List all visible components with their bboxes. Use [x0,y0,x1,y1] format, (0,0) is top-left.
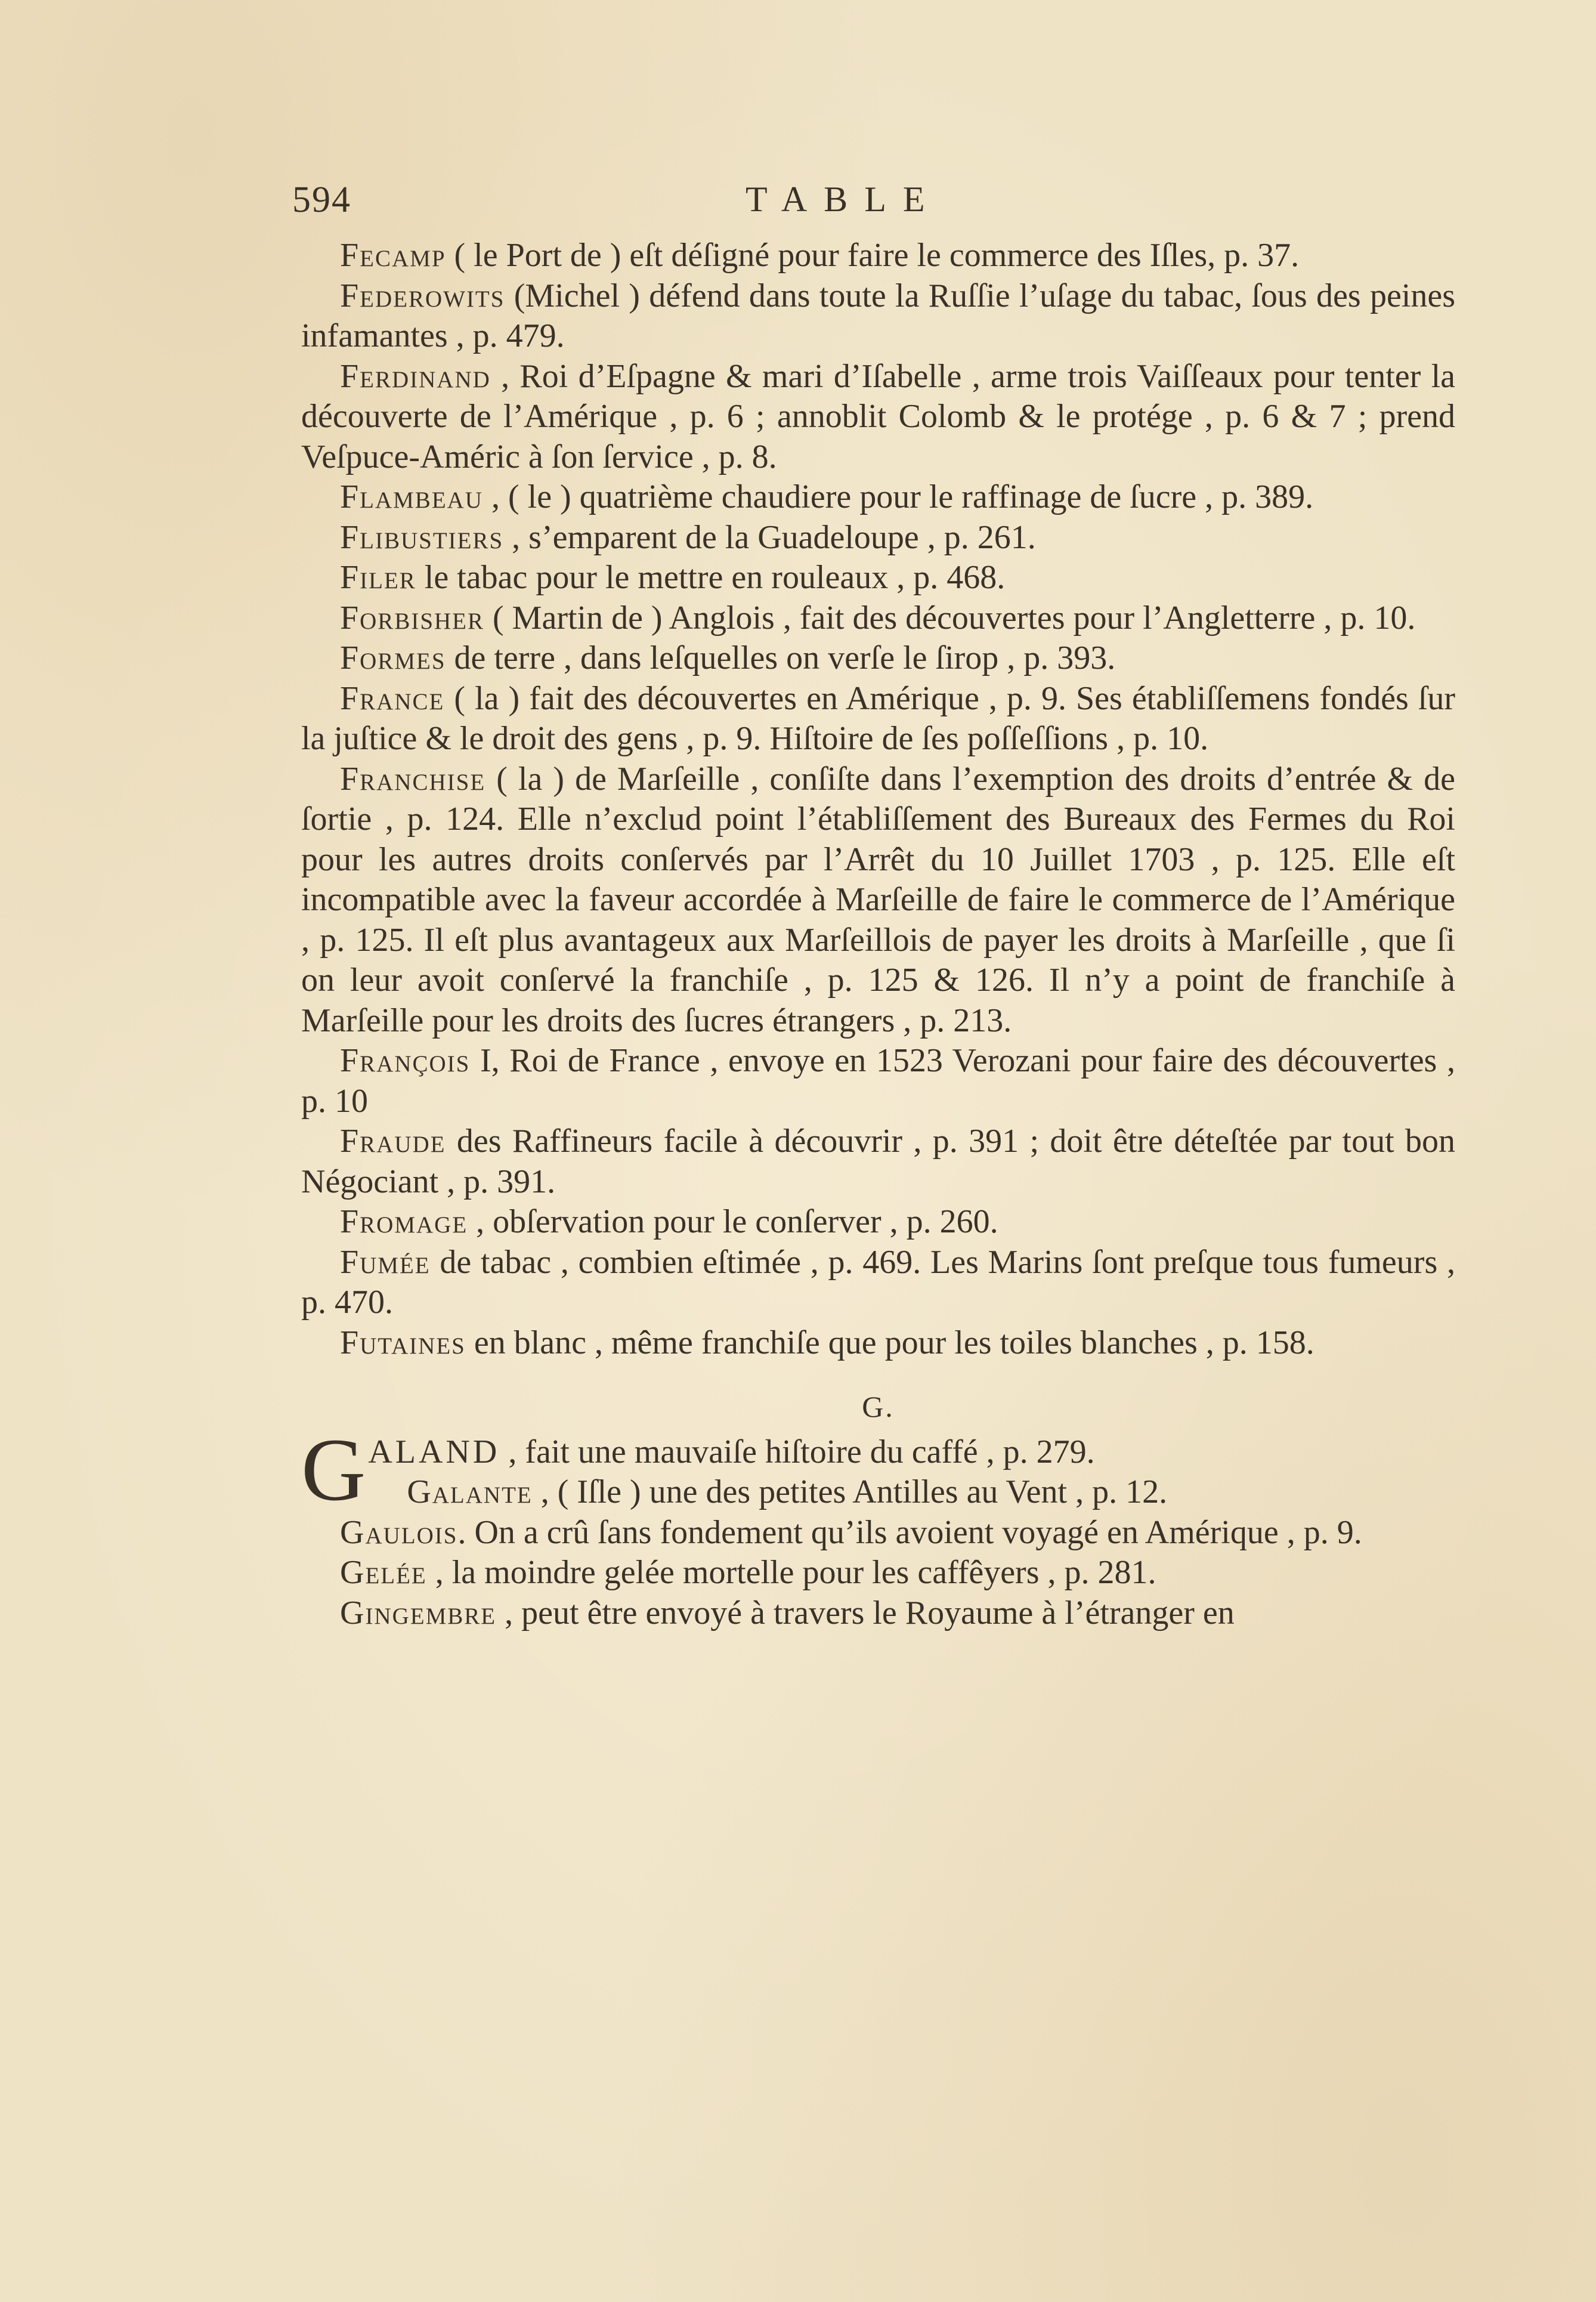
index-entry: Flambeau , ( le ) quatrième chaudiere pour le raffinage de ſucre , p. 389. [340,478,1314,515]
headword: Flibustiers [340,518,504,556]
index-entry: Forbisher ( Martin de ) Anglois , fait des découvertes pour l’Angletterre , p. 10. [340,599,1416,636]
index-entry: Fraude des Raffineurs facile à découvrir , p. 391 ; doit être déteſtée par tout bon Négociant , p. 391. [301,1123,1455,1200]
index-entry: Fromage , obſervation pour le conſerver , p. 260. [340,1203,998,1240]
headword: Federowits [340,277,505,314]
index-entry: Fumée de tabac , combien eſtimée , p. 469. Les Marins ſont preſque tous fumeurs , p. 470. [301,1243,1455,1321]
headword: Fraude [340,1123,446,1160]
index-entry: Gingembre , peut être envoyé à travers le Royaume à l’étranger en [340,1594,1235,1632]
index-entry: Filer le tabac pour le mettre en rouleaux , p. 468. [340,559,1006,596]
section-letter: G. [862,1390,895,1423]
drop-cap: G [301,1420,366,1519]
index-entry: Formes de terre , dans leſquelles on verſe le ſirop , p. 393. [340,639,1116,676]
headword: France [340,679,445,717]
index-entry: Gaulois. On a crû ſans fondement qu’ils avoient voyagé en Amérique , p. 9. [340,1513,1362,1551]
index-entry: Futaines en blanc , même franchiſe que pour les toiles blanches , p. 158. [340,1324,1314,1361]
headword: Franchise [340,760,486,798]
index-entry: Galante , ( Iſle ) une des petites Antilles au Vent , p. 12. [407,1473,1168,1510]
headword: François [340,1042,471,1079]
page-header [292,179,1247,233]
headword: Futaines [340,1324,466,1361]
headword: Gelée [340,1554,427,1591]
headword: Filer [340,559,416,596]
headword: Fecamp [340,237,446,274]
page-number: 594 [292,180,351,220]
index-entry: Franchise ( la ) de Marſeille , conſiſte dans l’exemption des droits d’entrée & de ſortie , p. 124. Elle n’exclud point l’établiſſement des Bureaux des Fermes du Roi pour les autres droits conſervés par l’Arrêt du 10 Juillet 1703 , p. 125. Elle eſt incompatible avec la faveur accordée à Marſeille de faire le commerce de l’Amérique , p. 125. Il eſt plus avantageux aux Marſeillois de payer les droits à Marſeille , que ſi on leur avoit conſervé la franchiſe , p. 125 & 126. Il n’y a point de franchiſe à Marſeille pour les droits des ſucres étrangers , p. 213. [301,760,1455,1039]
headword: ALAND [368,1433,500,1470]
headword: Formes [340,639,446,676]
headword: Gaulois [340,1513,458,1551]
headword: Fumée [340,1243,431,1281]
headword: Flambeau [340,478,483,515]
headword: Gingembre [340,1594,497,1632]
running-title: TABLE [746,180,942,219]
index-text [301,236,1455,1633]
index-entry: GALAND , fait une mauvaiſe hiſtoire du caffé , p. 279. [301,1420,1095,1519]
index-entry: Gelée , la moindre gelée mortelle pour les caffêyers , p. 281. [340,1554,1156,1591]
index-entry: Fecamp ( le Port de ) eſt déſigné pour faire le commerce des Iſles, p. 37. [340,237,1300,274]
headword: Galante [407,1473,533,1510]
index-entry: Ferdinand , Roi d’Eſpagne & mari d’Iſabelle , arme trois Vaiſſeaux pour tenter la découverte de l’Amérique , p. 6 ; annoblit Colomb & le protége , p. 6 & 7 ; prend Veſpuce-Améric à ſon ſervice , p. 8. [301,357,1455,475]
index-entry: François I, Roi de France , envoye en 1523 Verozani pour faire des découvertes , p. 10 [301,1042,1455,1120]
headword: Forbisher [340,599,485,636]
index-entry: Flibustiers , s’emparent de la Guadeloupe , p. 261. [340,518,1036,556]
headword: Fromage [340,1203,468,1240]
index-entry: France ( la ) fait des découvertes en Amérique , p. 9. Ses établiſſemens fondés ſur la juſtice & le droit des gens , p. 9. Hiſtoire de ſes poſſeſſions , p. 10. [301,679,1455,757]
index-entry: Federowits (Michel ) défend dans toute la Ruſſie l’uſage du tabac, ſous des peines infamantes , p. 479. [301,277,1455,354]
headword: Ferdinand [340,357,491,395]
